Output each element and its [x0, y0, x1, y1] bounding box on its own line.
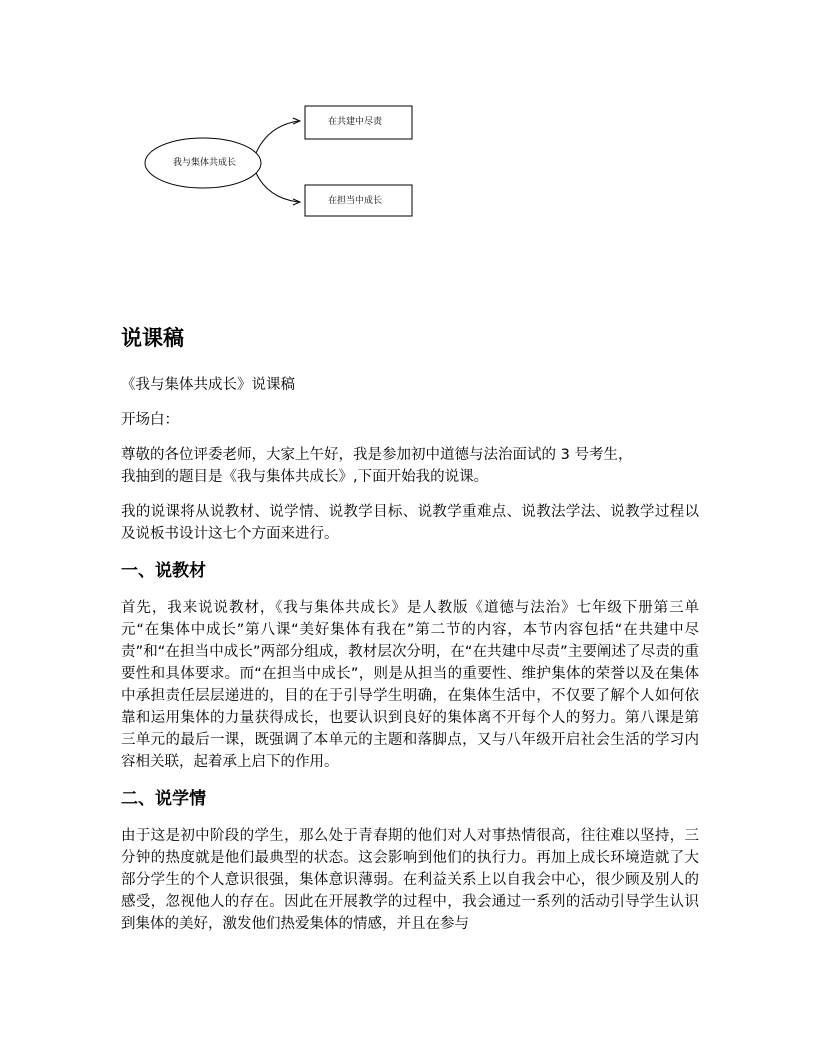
- mind-map-diagram: [140, 100, 420, 225]
- opening-label: 开场白：: [121, 412, 179, 428]
- section-heading-textbook: 一、说教材: [121, 561, 206, 581]
- mind-map-branch-top-connector: [256, 121, 298, 153]
- document-body: [121, 322, 699, 948]
- section-body-students: 由于这是初中阶段的学生，那么处于青春期的他们对人对事热情很高，往往难以坚持，三分钟的热度就是他们最典型的状态。这会影响到他们的执行力。再加上成长环境造就了大部分学生的个人意识很强，集体意识薄弱。在利益关系上以自我会中心，很少顾及别人的感受，忽视他人的存在。因此在开展教学的过程中，我会通过一系列的活动引导学生认识到集体的美好，激发他们热爱集体的情感，并且在参与: [121, 828, 699, 932]
- mind-map-branch-bottom-label: 在担当中成长: [328, 196, 383, 206]
- document-subtitle: 《我与集体共成长》说课稿: [121, 377, 295, 393]
- intro-paragraph: [121, 444, 699, 488]
- mind-map-branch-top-label: 在共建中尽责: [328, 117, 383, 127]
- intro-line-2: 我抽到的题目是《我与集体共成长》,下面开始我的说课。: [121, 469, 489, 485]
- mind-map-center-label: 我与集体共成长: [173, 158, 237, 168]
- section-body-textbook: 首先，我来说说教材，《我与集体共成长》是人教版《道德与法治》七年级下册第三单元“在集体中成长”第八课“美好集体有我在”第二节的内容，本节内容包括“在共建中尽责”和“在担当中成长”两部分组成，教材层次分明，在“在共建中尽责”主要阐述了尽责的重要性和具体要求。而“在担当中成长”，则是从担当的重要性、维护集体的荣誉以及在集体中承担责任层层递进的，目的在于引导学生明确，在集体生活中，不仅要了解个人如何依靠和运用集体的力量获得成长，也要认识到良好的集体离不开每个人的努力。第八课是第三单元的最后一课，既强调了本单元的主题和落脚点，又与八年级开启社会生活的学习内容相关联，起着承上启下的作用。: [121, 600, 699, 770]
- mind-map-branch-bottom-connector: [256, 173, 298, 202]
- intro-line-1: 尊敬的各位评委老师，大家上午好，我是参加初中道德与法治面试的 3 号考生，: [121, 447, 633, 463]
- document-title: 说课稿: [121, 326, 184, 350]
- section-heading-students: 二、说学情: [121, 789, 206, 809]
- overview-paragraph: 我的说课将从说教材、说学情、说教学目标、说教学重难点、说教法学法、说教学过程以及说板书设计这七个方面来进行。: [121, 504, 699, 542]
